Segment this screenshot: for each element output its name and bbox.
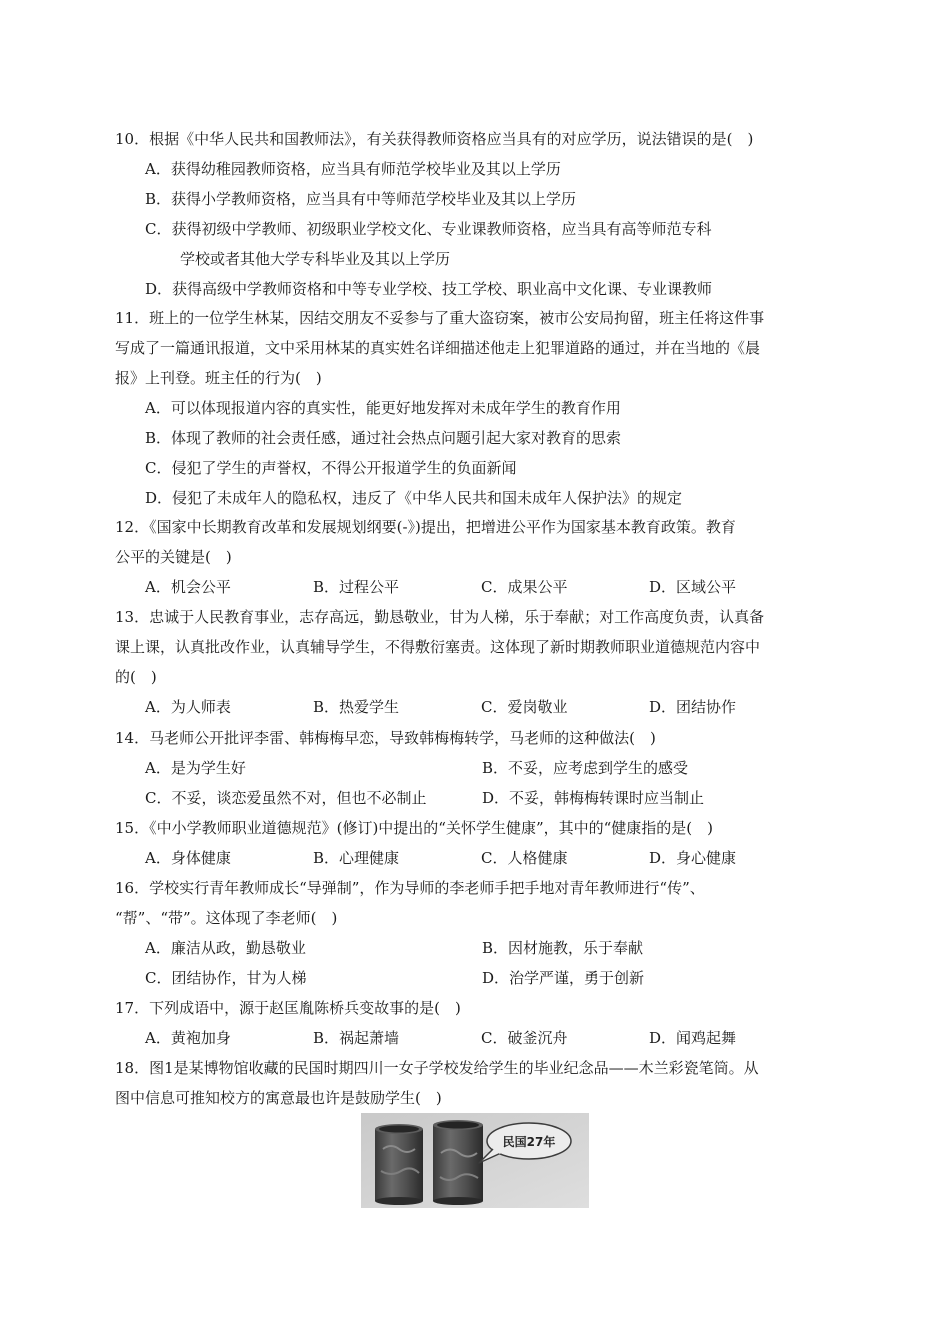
question-17: [115, 993, 840, 1053]
option-d: D．侵犯了未成年人的隐私权，违反了《中华人民共和国未成年人保护法》的规定: [145, 489, 683, 507]
question-14: [115, 723, 840, 813]
option-c: C．成果公平: [481, 578, 568, 596]
option-a: A．获得幼稚园教师资格，应当具有师范学校毕业及其以上学历: [145, 160, 561, 178]
question-12: [115, 512, 840, 602]
question-stem: 16．学校实行青年教师成长“导弹制”，作为导师的李老师手把手地对青年教师进行“传”、: [115, 879, 705, 897]
option-c: C．不妥，谈恋爱虽然不对，但也不必制止: [145, 789, 427, 807]
question-stem-continued: 公平的关键是( ): [115, 548, 232, 566]
option-a: A．可以体现报道内容的真实性，能更好地发挥对未成年学生的教育作用: [145, 399, 621, 417]
question-stem: 13．忠诚于人民教育事业，志存高远，勤恳敬业，甘为人梯，乐于奉献；对工作高度负责，认真备: [115, 608, 765, 626]
question-11: [115, 303, 840, 513]
options-row: [115, 843, 840, 873]
question-18: [115, 1053, 840, 1113]
pen-holder-left: [375, 1124, 423, 1205]
option-b: B．不妥，应考虑到学生的感受: [482, 759, 689, 777]
option-b: B．因材施教，乐于奉献: [482, 939, 644, 957]
bubble-text: 民国27年: [502, 1135, 556, 1149]
option-a: A．身体健康: [145, 849, 231, 867]
option-c: C．获得初级中学教师、初级职业学校文化、专业课教师资格，应当具有高等师范专科: [145, 220, 712, 238]
options-row: [115, 692, 840, 722]
option-c: C．团结协作，甘为人梯: [145, 969, 307, 987]
pen-holder-photo: [361, 1113, 589, 1208]
question-stem: 14．马老师公开批评李雷、韩梅梅早恋，导致韩梅梅转学，马老师的这种做法( ): [115, 729, 656, 747]
option-b: B．祸起萧墙: [313, 1029, 400, 1047]
option-b: B．热爱学生: [313, 698, 400, 716]
question-stem-continued: 写成了一篇通讯报道，文中采用林某的真实姓名详细描述他走上犯罪道路的通过，并在当地的《晨: [115, 339, 761, 357]
option-c: C．破釜沉舟: [481, 1029, 568, 1047]
options-row: [115, 753, 840, 783]
option-d: D．不妥，韩梅梅转课时应当制止: [482, 789, 705, 807]
question-15: [115, 813, 840, 873]
question-stem: 17．下列成语中，源于赵匡胤陈桥兵变故事的是( ): [115, 999, 461, 1017]
question-10: [115, 124, 840, 304]
option-a: A．廉洁从政，勤恳敬业: [145, 939, 306, 957]
options-row: [115, 933, 840, 963]
question-stem-continued: 的( ): [115, 668, 157, 686]
option-b: B．心理健康: [313, 849, 400, 867]
option-a: A．是为学生好: [145, 759, 246, 777]
option-a: A．机会公平: [145, 578, 231, 596]
options-row: [115, 783, 840, 813]
option-c: C．爱岗敬业: [481, 698, 568, 716]
option-d: D．团结协作: [649, 698, 737, 716]
question-stem-continued: 课上课，认真批改作业，认真辅导学生，不得敷衍塞责。这体现了新时期教师职业道德规范内容中: [115, 638, 761, 656]
options-row: [115, 963, 840, 993]
question-stem-continued: 报》上刊登。班主任的行为( ): [115, 369, 322, 387]
question-stem: 15．《中小学教师职业道德规范》(修订)中提出的“关怀学生健康”，其中的“健康指的是( ): [115, 819, 714, 837]
question-stem: 18．图1是某博物馆收藏的民国时期四川一女子学校发给学生的毕业纪念品——木兰彩瓷笔筒。从: [115, 1059, 759, 1077]
option-d: D．区域公平: [649, 578, 737, 596]
options-row: [115, 1023, 840, 1053]
question-stem: 10．根据《中华人民共和国教师法》，有关获得教师资格应当具有的对应学历，说法错误的是( ): [115, 130, 754, 148]
options-row: [115, 572, 840, 602]
option-d: D．获得高级中学教师资格和中等专业学校、技工学校、职业高中文化课、专业课教师: [145, 280, 713, 298]
question-stem: 12．《国家中长期教育改革和发展规划纲要(-》)提出，把增进公平作为国家基本教育政策。教育: [115, 518, 736, 536]
pen-holder-right: [433, 1120, 483, 1205]
pen-holder-illustration: [361, 1113, 589, 1208]
option-d: D．身心健康: [649, 849, 737, 867]
option-b: B．体现了教师的社会责任感，通过社会热点问题引起大家对教育的思索: [145, 429, 622, 447]
option-b: B．过程公平: [313, 578, 400, 596]
option-a: A．为人师表: [145, 698, 231, 716]
option-d: D．闻鸡起舞: [649, 1029, 737, 1047]
question-stem-continued: 图中信息可推知校方的寓意最也许是鼓励学生( ): [115, 1089, 442, 1107]
option-c: C．人格健康: [481, 849, 568, 867]
option-d: D．治学严谨，勇于创新: [482, 969, 645, 987]
question-13: [115, 602, 840, 722]
option-c: C．侵犯了学生的声誉权，不得公开报道学生的负面新闻: [145, 459, 517, 477]
question-16: [115, 873, 840, 993]
question-stem-continued: “帮”、“带”。这体现了李老师( ): [115, 909, 338, 927]
option-a: A．黄袍加身: [145, 1029, 231, 1047]
question-stem: 11．班上的一位学生林某，因结交朋友不妥参与了重大盗窃案，被市公安局拘留，班主任将这件事: [115, 309, 765, 327]
option-c-continued: 学校或者其他大学专科毕业及其以上学历: [180, 250, 451, 268]
option-b: B．获得小学教师资格，应当具有中等师范学校毕业及其以上学历: [145, 190, 577, 208]
